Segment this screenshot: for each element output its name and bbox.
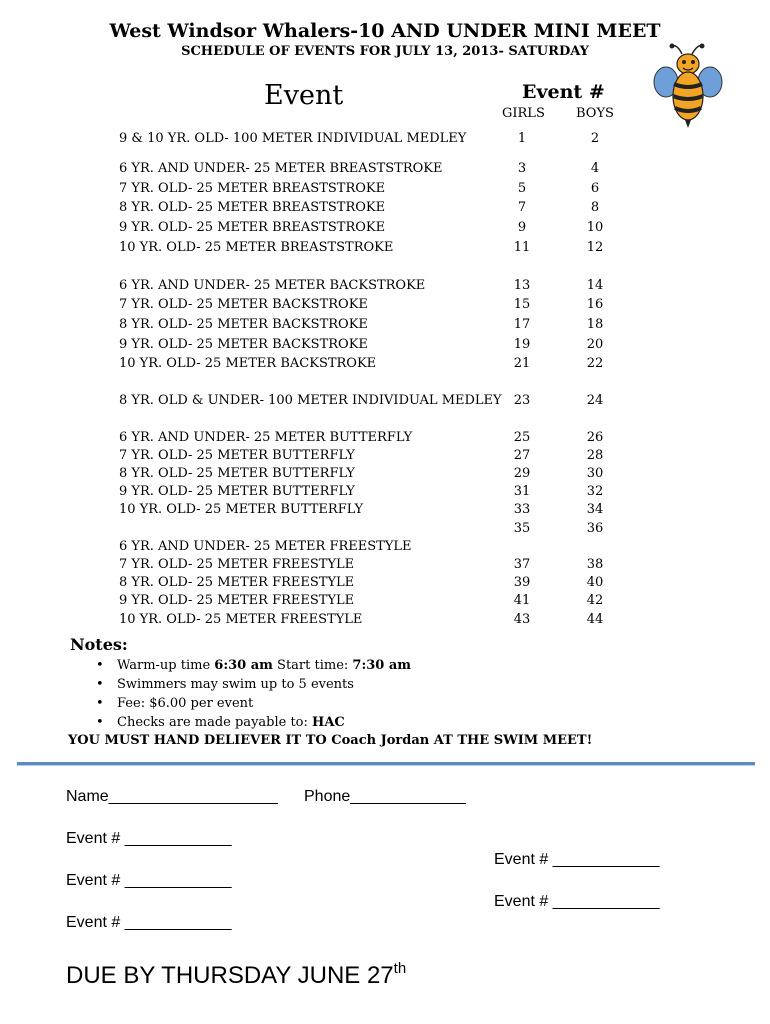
table-row	[0, 612, 770, 630]
girls-event-number: 33	[513, 502, 531, 517]
boys-event-number: 18	[586, 317, 604, 332]
girls-event-number: 41	[513, 593, 531, 608]
girls-event-number: 27	[513, 448, 531, 463]
table-row	[0, 161, 770, 179]
phone-field[interactable]: Phone_____________	[304, 788, 466, 805]
table-row	[0, 466, 770, 484]
event-name: 8 YR. OLD- 25 METER BACKSTROKE	[119, 317, 368, 332]
boys-event-number: 2	[590, 131, 600, 146]
event-field-1[interactable]: Event # ____________	[66, 830, 232, 847]
table-row	[0, 393, 770, 411]
boys-event-number: 16	[586, 297, 604, 312]
boys-event-number: 20	[586, 337, 604, 352]
girls-event-number: 31	[513, 484, 531, 499]
table-row	[0, 575, 770, 593]
table-row	[0, 430, 770, 448]
notes-list	[96, 656, 411, 732]
girls-event-number: 39	[513, 575, 531, 590]
table-row	[0, 200, 770, 218]
boys-event-number: 26	[586, 430, 604, 445]
table-row	[0, 278, 770, 296]
boys-event-number: 30	[586, 466, 604, 481]
event-name: 6 YR. AND UNDER- 25 METER BREASTSTROKE	[119, 161, 443, 176]
event-name: 9 YR. OLD- 25 METER BACKSTROKE	[119, 337, 368, 352]
table-row	[0, 220, 770, 238]
girls-event-number: 29	[513, 466, 531, 481]
table-row	[0, 484, 770, 502]
bee-mascot-icon	[652, 40, 724, 138]
note-swim-limit: • Swimmers may swim up to 5 events	[96, 675, 411, 694]
event-name: 10 YR. OLD- 25 METER BACKSTROKE	[119, 356, 377, 371]
event-number-heading: Event #	[522, 81, 605, 103]
event-field-2[interactable]: Event # ____________	[494, 851, 660, 868]
girls-event-number: 43	[513, 612, 531, 627]
girls-event-number: 35	[513, 521, 531, 536]
note-checks: • Checks are made payable to: HAC	[96, 713, 411, 732]
event-name: 10 YR. OLD- 25 METER BREASTSTROKE	[119, 240, 394, 255]
table-row	[0, 539, 770, 557]
event-name: 10 YR. OLD- 25 METER BUTTERFLY	[119, 502, 364, 517]
boys-event-number: 6	[590, 181, 600, 196]
page-subtitle: SCHEDULE OF EVENTS FOR JULY 13, 2013- SATURDAY	[181, 44, 589, 59]
due-date-notice: DUE BY THURSDAY JUNE 27th	[66, 960, 407, 989]
girls-event-number: 15	[513, 297, 531, 312]
delivery-warning: YOU MUST HAND DELIEVER IT TO Coach Jordan AT THE SWIM MEET!	[68, 733, 593, 748]
event-name: 9 YR. OLD- 25 METER BUTTERFLY	[119, 484, 355, 499]
event-field-4[interactable]: Event # ____________	[494, 893, 660, 910]
event-name: 7 YR. OLD- 25 METER BUTTERFLY	[119, 448, 355, 463]
boys-event-number: 36	[586, 521, 604, 536]
event-name: 9 YR. OLD- 25 METER FREESTYLE	[119, 593, 355, 608]
event-field-5[interactable]: Event # ____________	[66, 914, 232, 931]
boys-event-number: 22	[586, 356, 604, 371]
name-field[interactable]: Name___________________	[66, 788, 278, 805]
event-column-heading: Event	[264, 80, 344, 111]
event-name: 7 YR. OLD- 25 METER FREESTYLE	[119, 557, 355, 572]
table-row	[0, 557, 770, 575]
boys-event-number: 32	[586, 484, 604, 499]
girls-event-number: 13	[513, 278, 531, 293]
boys-event-number: 10	[586, 220, 604, 235]
event-name: 8 YR. OLD- 25 METER FREESTYLE	[119, 575, 355, 590]
girls-event-number: 11	[513, 240, 531, 255]
event-name: 8 YR. OLD- 25 METER BREASTSTROKE	[119, 200, 386, 215]
event-name: 8 YR. OLD & UNDER- 100 METER INDIVIDUAL MEDLEY	[119, 393, 502, 408]
table-row	[0, 181, 770, 199]
table-row	[0, 448, 770, 466]
event-name: 7 YR. OLD- 25 METER BREASTSTROKE	[119, 181, 386, 196]
girls-event-number: 5	[517, 181, 527, 196]
boys-event-number: 8	[590, 200, 600, 215]
event-name: 10 YR. OLD- 25 METER FREESTYLE	[119, 612, 363, 627]
page-title: West Windsor Whalers-10 AND UNDER MINI MEET	[109, 20, 661, 42]
table-row	[0, 521, 770, 539]
table-row	[0, 317, 770, 335]
girls-event-number: 9	[517, 220, 527, 235]
table-row	[0, 297, 770, 315]
table-row	[0, 356, 770, 374]
table-row	[0, 337, 770, 355]
girls-event-number: 19	[513, 337, 531, 352]
event-name: 9 YR. OLD- 25 METER BREASTSTROKE	[119, 220, 386, 235]
girls-event-number: 23	[513, 393, 531, 408]
event-field-3[interactable]: Event # ____________	[66, 872, 232, 889]
table-row	[0, 502, 770, 520]
event-name: 8 YR. OLD- 25 METER BUTTERFLY	[119, 466, 355, 481]
event-name: 9 & 10 YR. OLD- 100 METER INDIVIDUAL MEDLEY	[119, 131, 467, 146]
note-fee: • Fee: $6.00 per event	[96, 694, 411, 713]
boys-event-number: 40	[586, 575, 604, 590]
boys-event-number: 38	[586, 557, 604, 572]
boys-event-number: 34	[586, 502, 604, 517]
girls-event-number: 25	[513, 430, 531, 445]
event-name: 6 YR. AND UNDER- 25 METER FREESTYLE	[119, 539, 412, 554]
event-name: 6 YR. AND UNDER- 25 METER BACKSTROKE	[119, 278, 426, 293]
girls-event-number: 7	[517, 200, 527, 215]
table-row	[0, 131, 770, 149]
girls-event-number: 1	[517, 131, 527, 146]
girls-event-number: 17	[513, 317, 531, 332]
table-row	[0, 593, 770, 611]
section-divider	[17, 762, 755, 766]
boys-event-number: 42	[586, 593, 604, 608]
boys-event-number: 24	[586, 393, 604, 408]
boys-event-number: 28	[586, 448, 604, 463]
boys-event-number: 12	[586, 240, 604, 255]
boys-column-heading: BOYS	[576, 106, 614, 121]
event-name: 6 YR. AND UNDER- 25 METER BUTTERFLY	[119, 430, 413, 445]
event-name: 7 YR. OLD- 25 METER BACKSTROKE	[119, 297, 368, 312]
girls-column-heading: GIRLS	[502, 106, 545, 121]
girls-event-number: 3	[517, 161, 527, 176]
table-row	[0, 240, 770, 258]
girls-event-number: 21	[513, 356, 531, 371]
girls-event-number: 37	[513, 557, 531, 572]
boys-event-number: 4	[590, 161, 600, 176]
boys-event-number: 14	[586, 278, 604, 293]
note-warmup: • Warm-up time 6:30 am Start time: 7:30 am	[96, 656, 411, 675]
notes-label: Notes:	[70, 635, 128, 654]
boys-event-number: 44	[586, 612, 604, 627]
